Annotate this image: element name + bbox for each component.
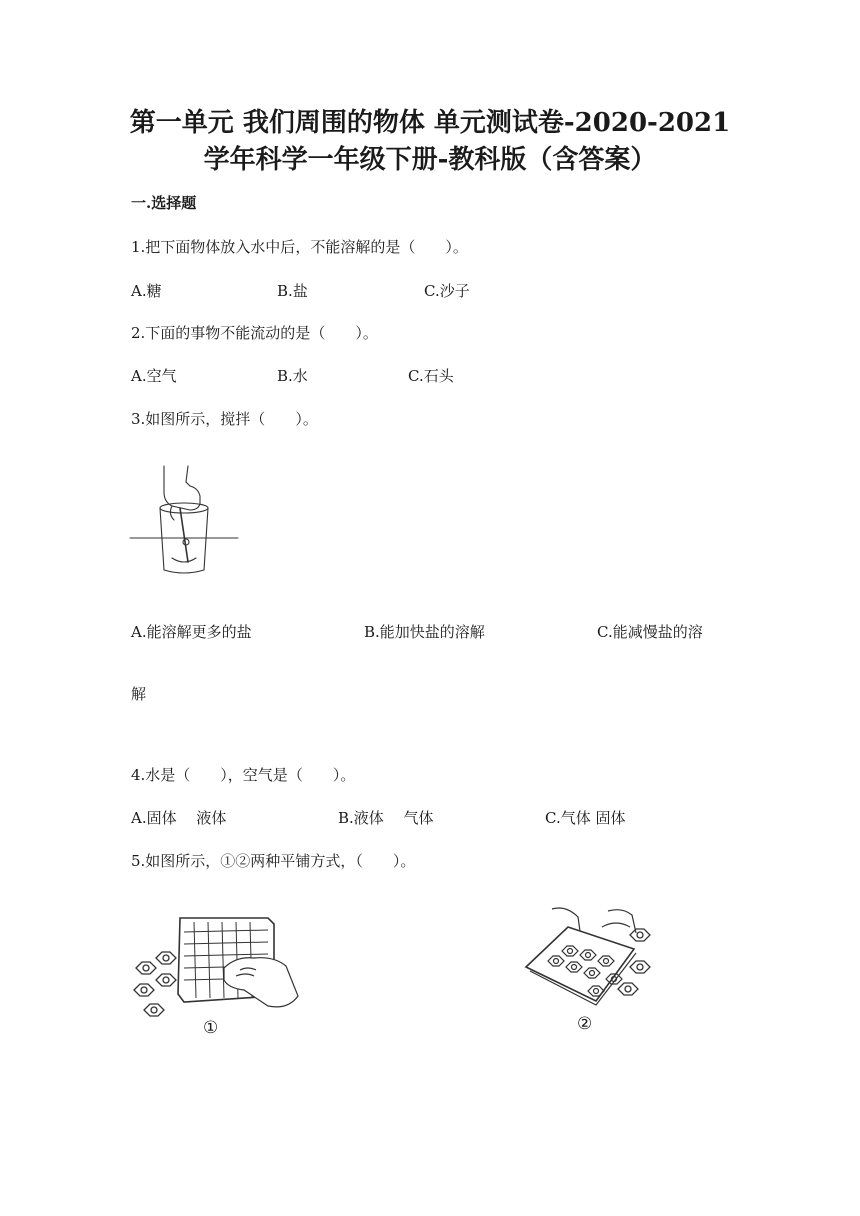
q1-option-c: C.沙子 (424, 282, 470, 300)
figure-label-1: ① (203, 1018, 219, 1038)
q1-option-b: B.盐 (277, 282, 308, 300)
question-5: 5.如图所示，①②两种平铺方式，（ ）。 (131, 852, 416, 870)
q2-option-a: A.空气 (131, 367, 177, 385)
q3-option-c-wrap: 解 (131, 685, 147, 703)
question-4: 4.水是（ ），空气是（ ）。 (131, 766, 356, 784)
title-line-2: 学年科学一年级下册-教科版（含答案） (203, 145, 657, 175)
q1-option-a: A.糖 (131, 282, 162, 300)
q2-option-b: B.水 (277, 367, 308, 385)
tiling-figure-2 (522, 905, 670, 1023)
q4-option-c: C.气体 固体 (545, 809, 626, 827)
q3-option-b: B.能加快盐的溶解 (364, 623, 485, 641)
figure-label-2: ② (577, 1014, 593, 1034)
q4-option-b: B.液体 气体 (338, 809, 434, 827)
q3-option-c: C.能减慢盐的溶 (597, 623, 703, 641)
question-1: 1.把下面物体放入水中后，不能溶解的是（ ）。 (131, 238, 468, 256)
section-heading: 一.选择题 (131, 194, 197, 212)
title-line-1: 第一单元 我们周围的物体 单元测试卷-2020-2021 (129, 108, 731, 138)
stirring-cup-figure (128, 462, 240, 582)
q4-option-a: A.固体 液体 (131, 809, 227, 827)
question-2: 2.下面的事物不能流动的是（ ）。 (131, 324, 378, 342)
question-3: 3.如图所示，搅拌（ ）。 (131, 410, 318, 428)
q2-option-c: C.石头 (408, 367, 454, 385)
q3-option-a: A.能溶解更多的盐 (131, 623, 252, 641)
